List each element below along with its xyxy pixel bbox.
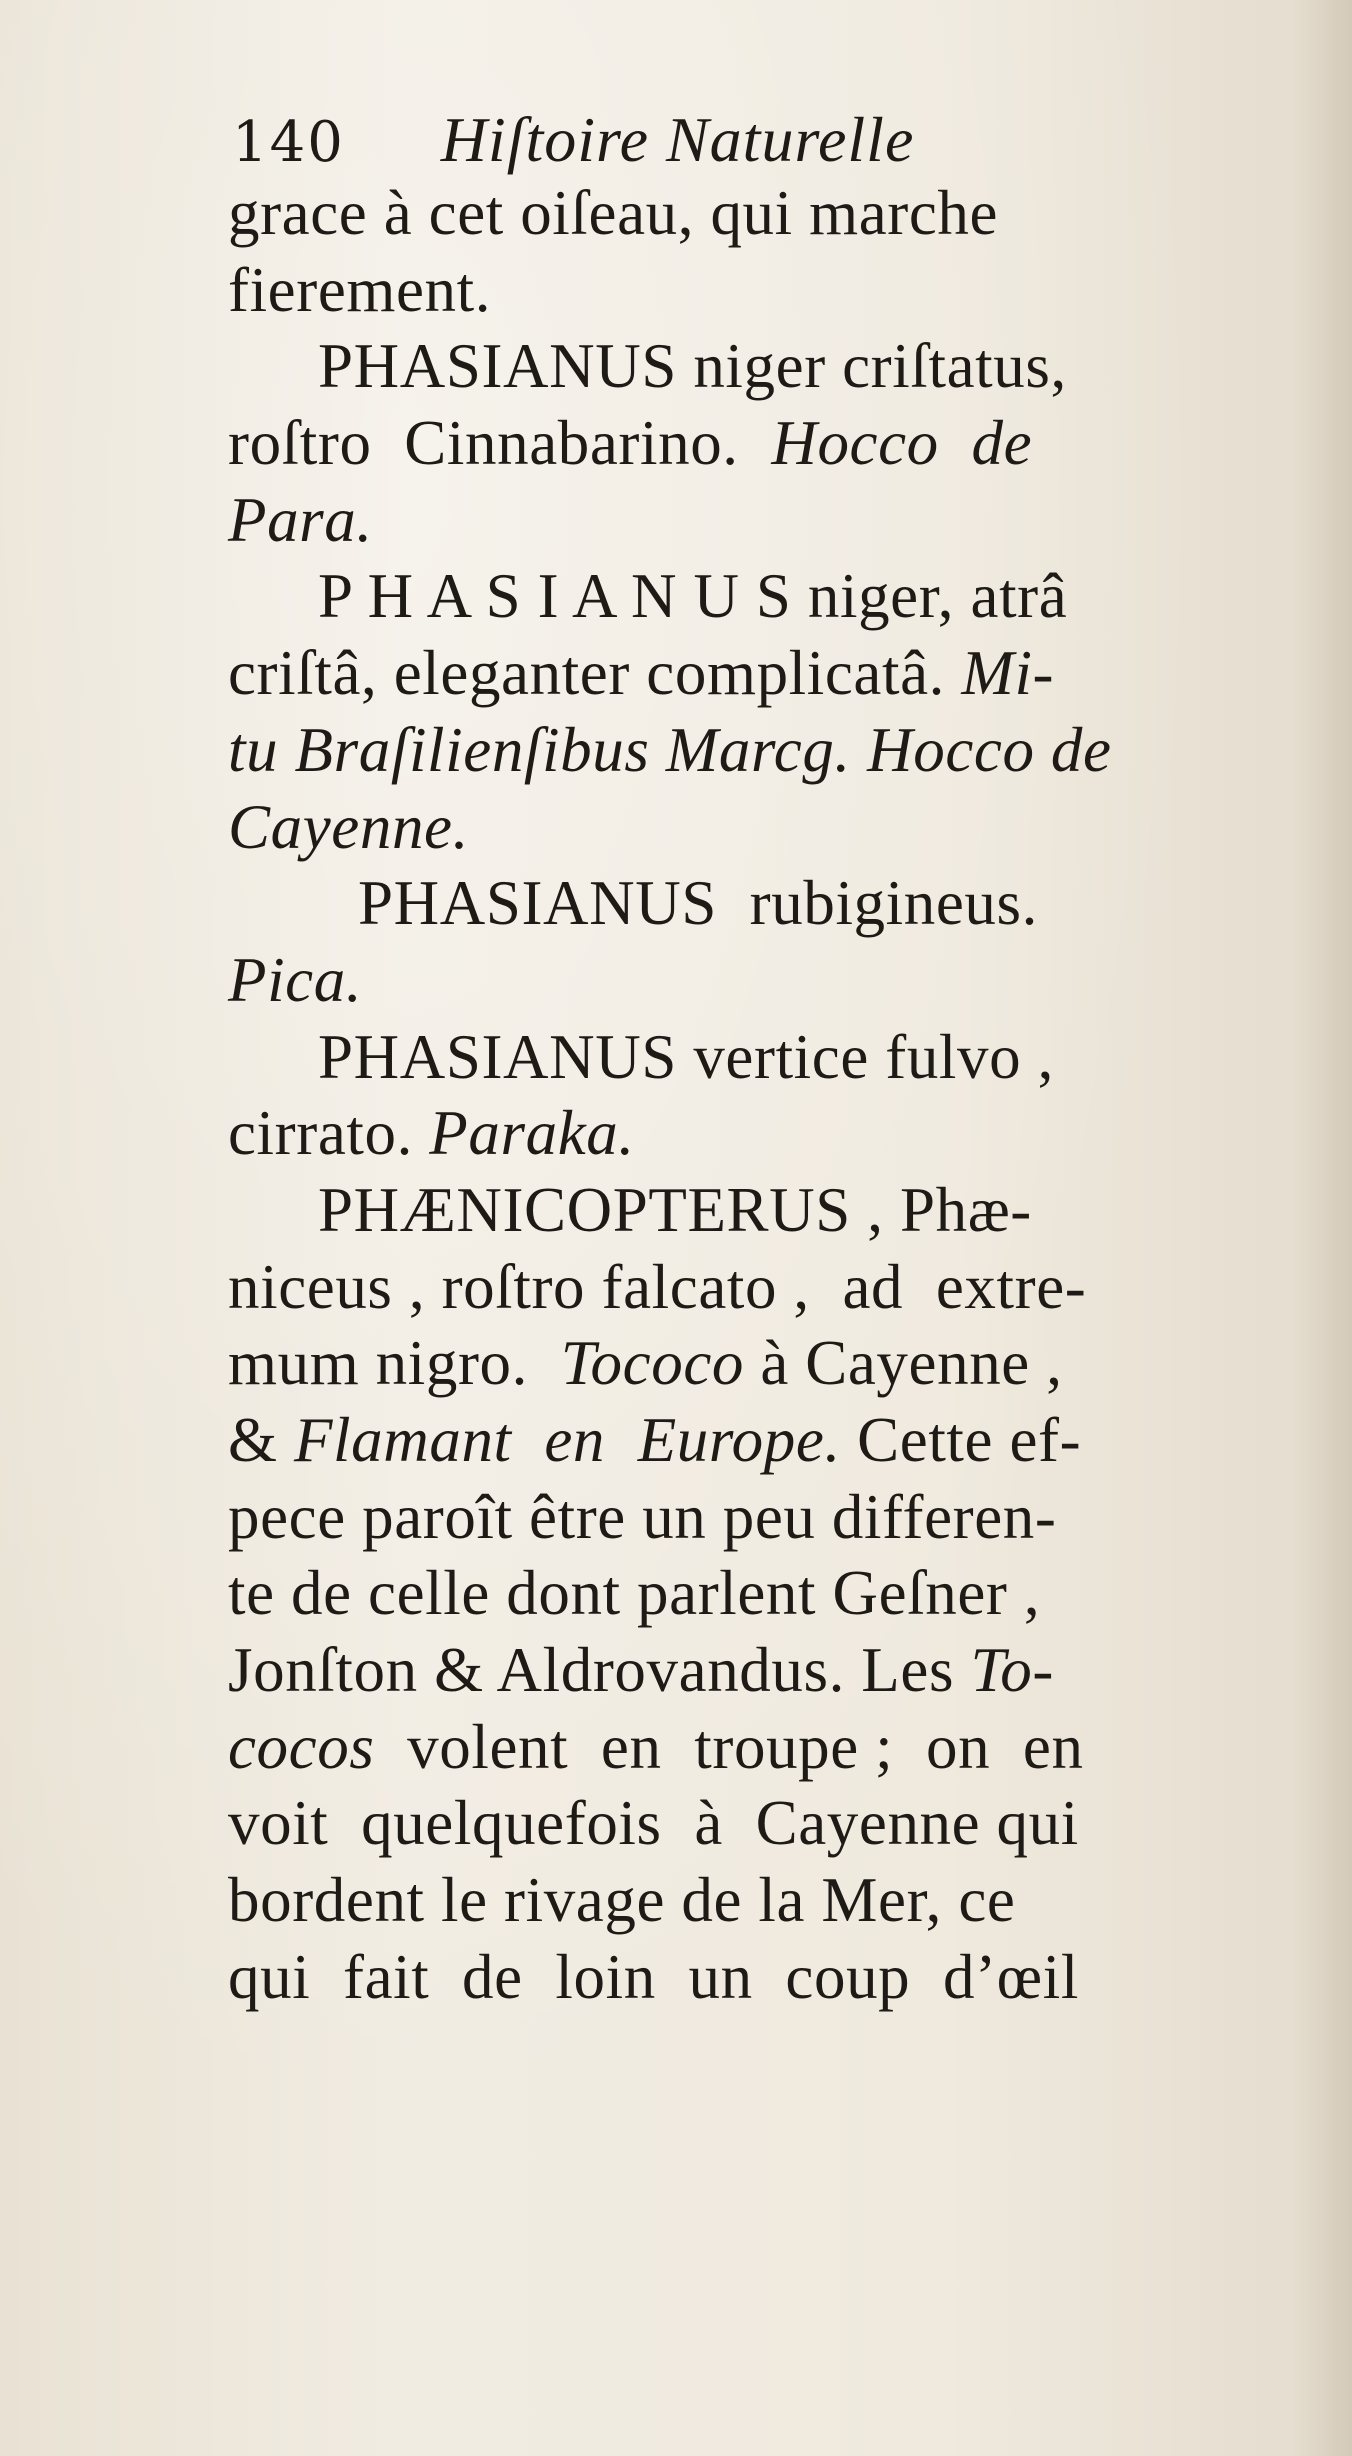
italic-text-segment: cocos [228,1711,375,1782]
text-segment: voit quelquefois à Cayenne qui [228,1788,1079,1859]
text-segment: PHASIANUS rubigineus. [358,868,1038,939]
italic-text-segment: tu Braſilienſibus Marcg. Hocco de [228,714,1112,785]
text-segment: criſtâ, eleganter complicatâ. [228,638,962,709]
text-segment: Cette ef- [840,1405,1082,1475]
italic-text-segment: Flamant en Europe. [293,1405,841,1475]
italic-text-segment: Paraka. [429,1098,635,1169]
text-line [228,1632,1248,1709]
text-line [228,482,1248,559]
text-segment: mum nigro. [228,1328,561,1399]
text-line [228,558,1248,635]
text-segment: à Cayenne , [743,1328,1063,1399]
page-header [232,100,1132,180]
text-segment: grace à cet oiſeau, qui marche [228,178,999,248]
text-segment: PHASIANUS niger criſtatus, [318,331,1067,402]
page-number: 140 [232,110,345,175]
text-segment: fierement. [228,254,492,325]
text-line [228,1402,1248,1479]
text-segment: volent en troupe ; on en [374,1711,1084,1782]
italic-text-segment: Hocco de [771,408,1033,479]
text-line [228,1249,1248,1326]
text-line [228,865,1248,942]
text-line [228,635,1248,712]
text-line [228,1095,1248,1172]
page-edge-shadow [1292,0,1352,2456]
text-line [228,1862,1248,1939]
text-segment: qui fait de loin un coup d’œil [228,1941,1079,2012]
text-line [228,252,1248,329]
text-segment: niceus , roſtro falcato , ad extre- [228,1251,1087,1322]
text-line [228,1555,1248,1632]
text-line [228,405,1248,482]
text-segment: pece paroît être un peu differen- [228,1481,1057,1552]
text-segment: bordent le rivage de la Mer, ce [228,1865,1016,1936]
text-line [228,1479,1248,1556]
text-segment: Jonſton & Aldrovandus. Les [228,1635,971,1706]
italic-text-segment: Cayenne. [228,791,469,862]
text-line [228,789,1248,866]
italic-text-segment: Pica. [228,944,363,1015]
text-line [228,175,1248,252]
text-segment: te de celle dont parlent Geſner , [228,1558,1041,1629]
running-title: Hiſtoire Naturelle [440,104,915,175]
italic-text-segment: Mi- [961,638,1055,709]
text-line [228,1939,1248,2016]
text-line [228,712,1248,789]
text-segment: roſtro Cinnabarino. [228,408,772,479]
text-line [228,328,1248,405]
text-line [228,1172,1248,1249]
text-segment: PHÆNICOPTERUS , Phæ- [318,1174,1032,1245]
text-segment: P H A S I A N U S niger, atrâ [318,561,1068,632]
text-line [228,942,1248,1019]
text-segment: PHASIANUS vertice fulvo , [318,1021,1054,1092]
text-line [228,1019,1248,1096]
text-line [228,1325,1248,1402]
text-segment: & [228,1405,294,1475]
text-line [228,1785,1248,1862]
text-line [228,1709,1248,1786]
italic-text-segment: Para. [228,484,373,555]
text-segment: cirrato. [228,1098,430,1169]
italic-text-segment: Tococo [560,1328,744,1399]
italic-text-segment: To- [970,1635,1054,1706]
body-text [228,175,1248,2016]
